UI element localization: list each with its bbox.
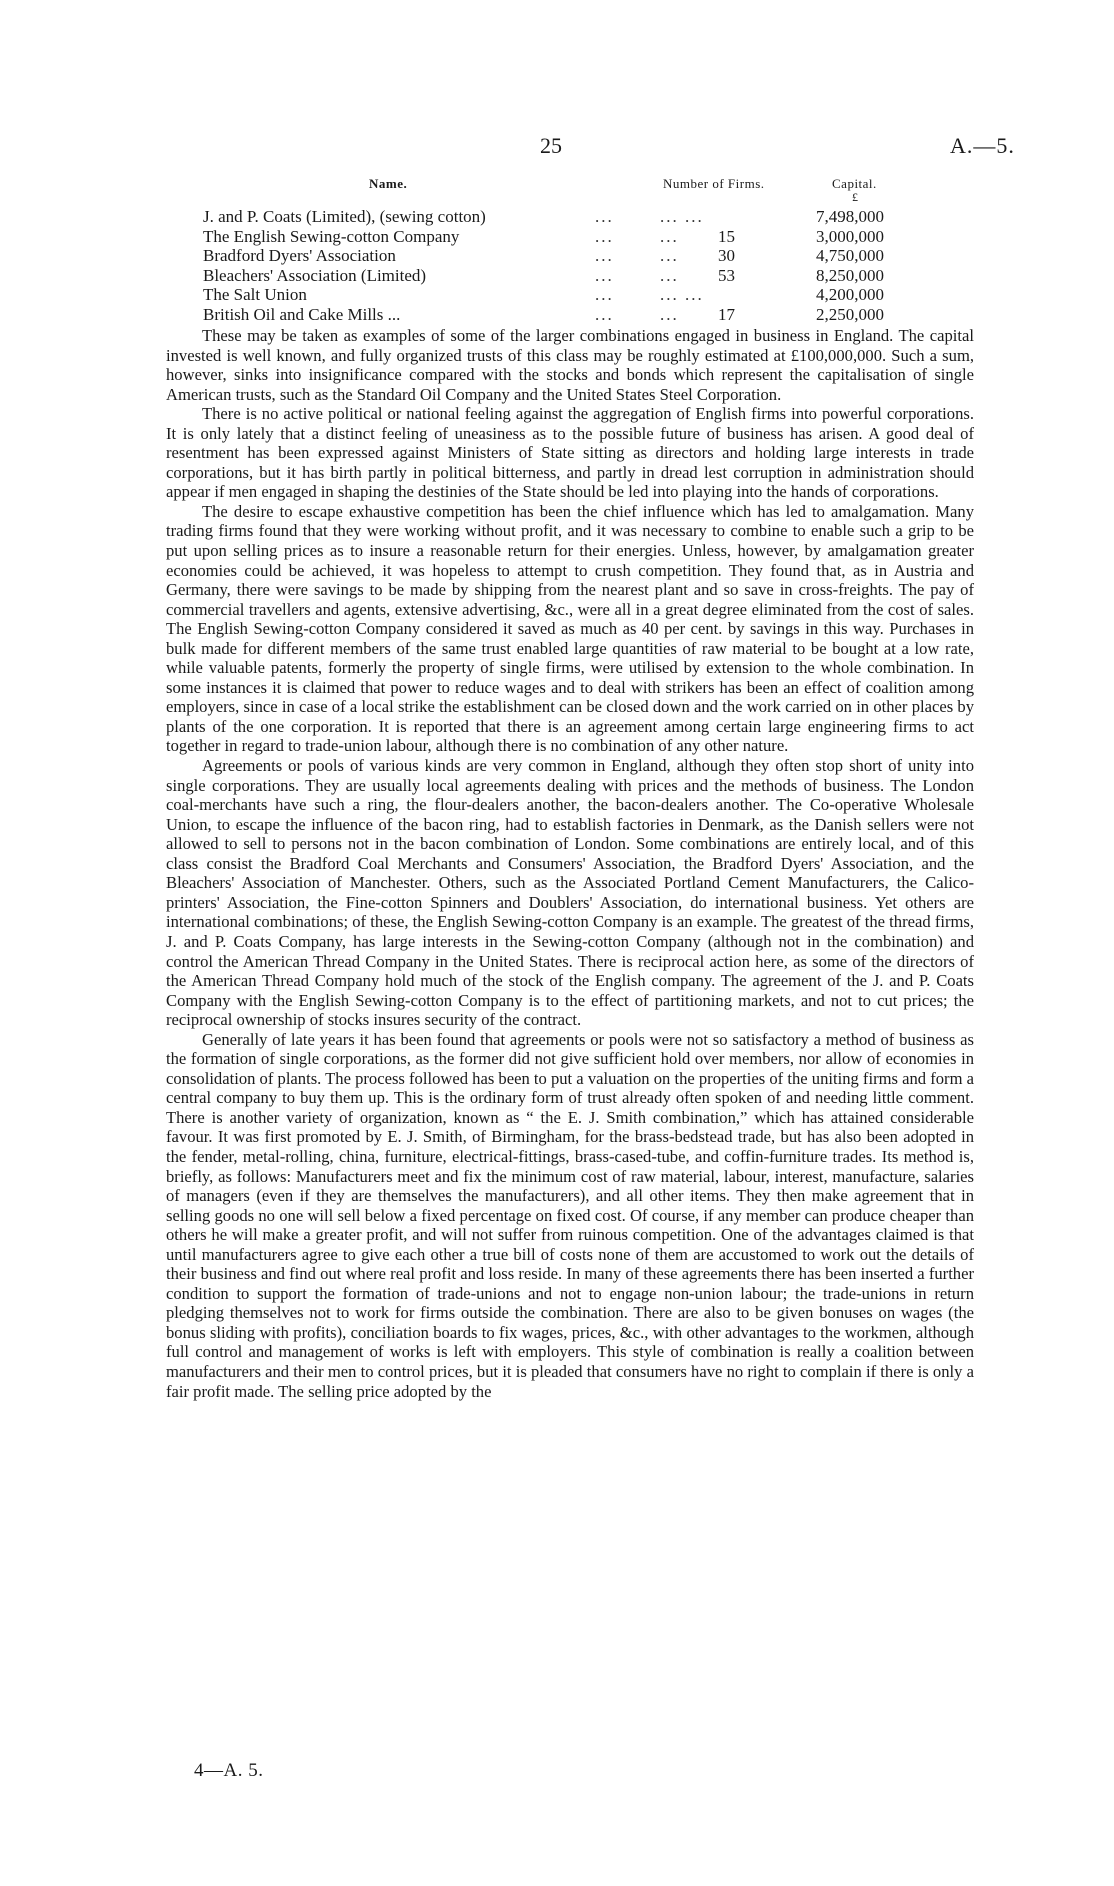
table-row — [0, 246, 1114, 266]
row-name: Bradford Dyers' Association — [203, 246, 396, 265]
row-leader-dots: ... — [660, 226, 679, 246]
table-row — [0, 305, 1114, 325]
row-leader-dots: ... — [595, 285, 614, 304]
paragraph-agreements: Agreements or pools of various kinds are very common in England, although they often stop short of unity into single corporations. They are usually local agreements dealing with prices and the methods of business. The London coal-merchants have such a ring, the flour-dealers another, the bacon-dealers another. The Co-operative Wholesale Union, to escape the influence of the bacon ring, had to establish factories in Denmark, as the Danish sellers were not allowed to sell to persons not in the bacon combination of London. Some combinations are entirely local, and of this class consist the Bradford Coal Merchants and Consumers' Association, the Bradford Dyers' Association, and the Bleachers' Association of Manchester. Others, such as the Associated Portland Cement Manufacturers, the Calico-printers' Association, the Fine-cotton Spinners and Doublers' Association, do international business. Yet others are international combinations; of these, the English Sewing-cotton Company is an example. The greatest of the thread firms, J. and P. Coats Company, has large interests in the Sewing-cotton Company (although not in the combination) and control the American Thread Company in the United States. There is reciprocal action here, as some of the directors of the American Thread Company hold much of the stock of the English company. The agreement of the J. and P. Coats Company with the English Sewing-cotton Company is to the effect of partitioning markets, and not to cut prices; the reciprocal ownership of stocks insures security of the contract. — [166, 756, 974, 1030]
row-leader-dots: ... ... — [660, 285, 704, 304]
row-name: The English Sewing-cotton Company — [203, 226, 460, 246]
table-row — [0, 266, 1114, 286]
row-leader-dots: ... — [660, 246, 679, 265]
row-leader-dots: ... — [595, 304, 614, 324]
page-number: 25 — [540, 133, 562, 158]
column-header-firms: Number of Firms. — [663, 176, 765, 191]
row-name: The Salt Union — [203, 285, 307, 304]
row-leader-dots: ... — [595, 207, 614, 226]
row-firms: 15 — [718, 226, 735, 246]
row-firms: 17 — [718, 304, 735, 324]
column-header-capital: Capital. — [832, 176, 877, 191]
paragraph-examples: These may be taken as examples of some of the larger combinations engaged in business in England. The capital invested is well known, and fully organized trusts of this class may be roughly estimated at £100,000,000. Such a sum, however, sinks into insignificance compared with the stocks and bonds which represent the capitalisation of single American trusts, such as the Standard Oil Company and the United States Steel Corporation. — [166, 326, 974, 404]
row-capital: 3,000,000 — [816, 226, 884, 246]
row-leader-dots: ... — [660, 304, 679, 324]
row-name: Bleachers' Association (Limited) — [203, 265, 427, 285]
combinations-table — [0, 207, 1114, 324]
row-capital: 2,250,000 — [816, 304, 884, 324]
row-leader-dots: ... — [660, 265, 679, 285]
row-leader-dots: ... ... — [660, 207, 704, 226]
row-leader-dots: ... — [595, 226, 614, 246]
paragraph-political-feeling: There is no active political or national feeling against the aggregation of English firms into powerful corporations. It is only lately that a distinct feeling of uneasiness as to the possible future of business has arisen. A good deal of resentment has been expressed against Ministers of State sitting as directors and holding large interests in trade corporations, but it has birth partly in political bitterness, and partly in dread lest corruption in administration should appear if men engaged in shaping the destinies of the State should be led into playing into the hands of corporations. — [166, 404, 974, 502]
signature-mark: 4—A. 5. — [194, 1760, 264, 1781]
table-row — [0, 227, 1114, 247]
body-text — [166, 326, 974, 1401]
row-capital: 4,750,000 — [816, 246, 884, 265]
table-row — [0, 285, 1114, 305]
row-name: J. and P. Coats (Limited), (sewing cotton) — [203, 207, 486, 226]
row-leader-dots: ... — [595, 246, 614, 265]
row-capital: 4,200,000 — [816, 285, 884, 304]
row-capital: 8,250,000 — [816, 265, 884, 285]
paragraph-smith-combination: Generally of late years it has been found that agreements or pools were not so satisfactory a method of business as the formation of single corporations, as the former did not give sufficient hold over members, nor allow of economies in consolidation of plants. The process followed has been to put a valuation on the properties of the uniting firms and form a central company to buy them up. This is the ordinary form of trust already often spoken of and needing little comment. There is another variety of organization, known as “ the E. J. Smith combination,” which has attained considerable favour. It was first promoted by E. J. Smith, of Birmingham, for the brass-bedstead trade, but has also been adopted in the fender, metal-rolling, china, furniture, electrical-fittings, brass-cased-tube, and coffin-furniture trades. Its method is, briefly, as follows: Manufacturers meet and fix the minimum cost of raw material, labour, interest, manufacture, salaries of managers (even if they are themselves the manufacturers), and all other items. They then make agreement that in selling goods no one will sell below a fixed percentage on fixed cost. Of course, if any member can produce cheaper than others he will make a greater profit, and will not suffer from ruinous competition. One of the advantages claimed is that until manufacturers agree to give each other a true bill of costs none of them are accustomed to work out the details of their business and find out where real profit and loss reside. In many of these agreements there has been inserted a further condition to support the formation of trade-unions and not to engage non-union labour; the trade-unions in return pledging themselves not to work for firms outside the combination. There are also to be given bonuses on wages (the bonus sliding with profits), conciliation boards to fix wages, prices, &c., with other advantages to the workmen, although full control and management of works is left with employers. This style of combination is really a coalition between manufacturers and their men to control prices, but it is pleaded that consumers have no right to complain if there is only a fair profit made. The selling price adopted by the — [166, 1029, 974, 1401]
column-header-name: Name. — [369, 176, 408, 191]
row-capital: 7,498,000 — [816, 207, 884, 226]
column-header-capital-unit: £ — [852, 190, 859, 204]
row-leader-dots: ... — [595, 265, 614, 285]
table-row — [0, 207, 1114, 227]
row-firms: 53 — [718, 265, 735, 285]
document-reference: A.—5. — [950, 133, 1015, 158]
paragraph-competition: The desire to escape exhaustive competition has been the chief influence which has led to amalgamation. Many trading firms found that they were working without profit, and it was necessary to combine to enable such a grip to be put upon selling prices as to insure a reasonable return for their energies. Unless, however, by amalgamation greater economies could be achieved, it was hopeless to attempt to crush competition. They found that, as in Austria and Germany, there were savings to be made by shipping from the nearest plant and so save in cross-freights. The pay of commercial travellers and agents, extensive advertising, &c., were all in a great degree eliminated from the cost of sales. The English Sewing-cotton Company considered it saved as much as 40 per cent. by savings in this way. Purchases in bulk made for different members of the same trust enabled large quantities of raw material to be bought at a low rate, while valuable patents, formerly the property of single firms, were utilised by extension to the whole combination. In some instances it is claimed that power to reduce wages and to deal with strikers has been an effect of coalition among employers, since in case of a local strike the establishment can be closed down and the work carried on in other places by plants of the one corporation. It is reported that there is an agreement among certain large engineering firms to act together in regard to trade-union labour, although there is no combination of any other nature. — [166, 501, 974, 756]
row-name: British Oil and Cake Mills ... — [203, 304, 401, 324]
row-firms: 30 — [718, 246, 735, 265]
